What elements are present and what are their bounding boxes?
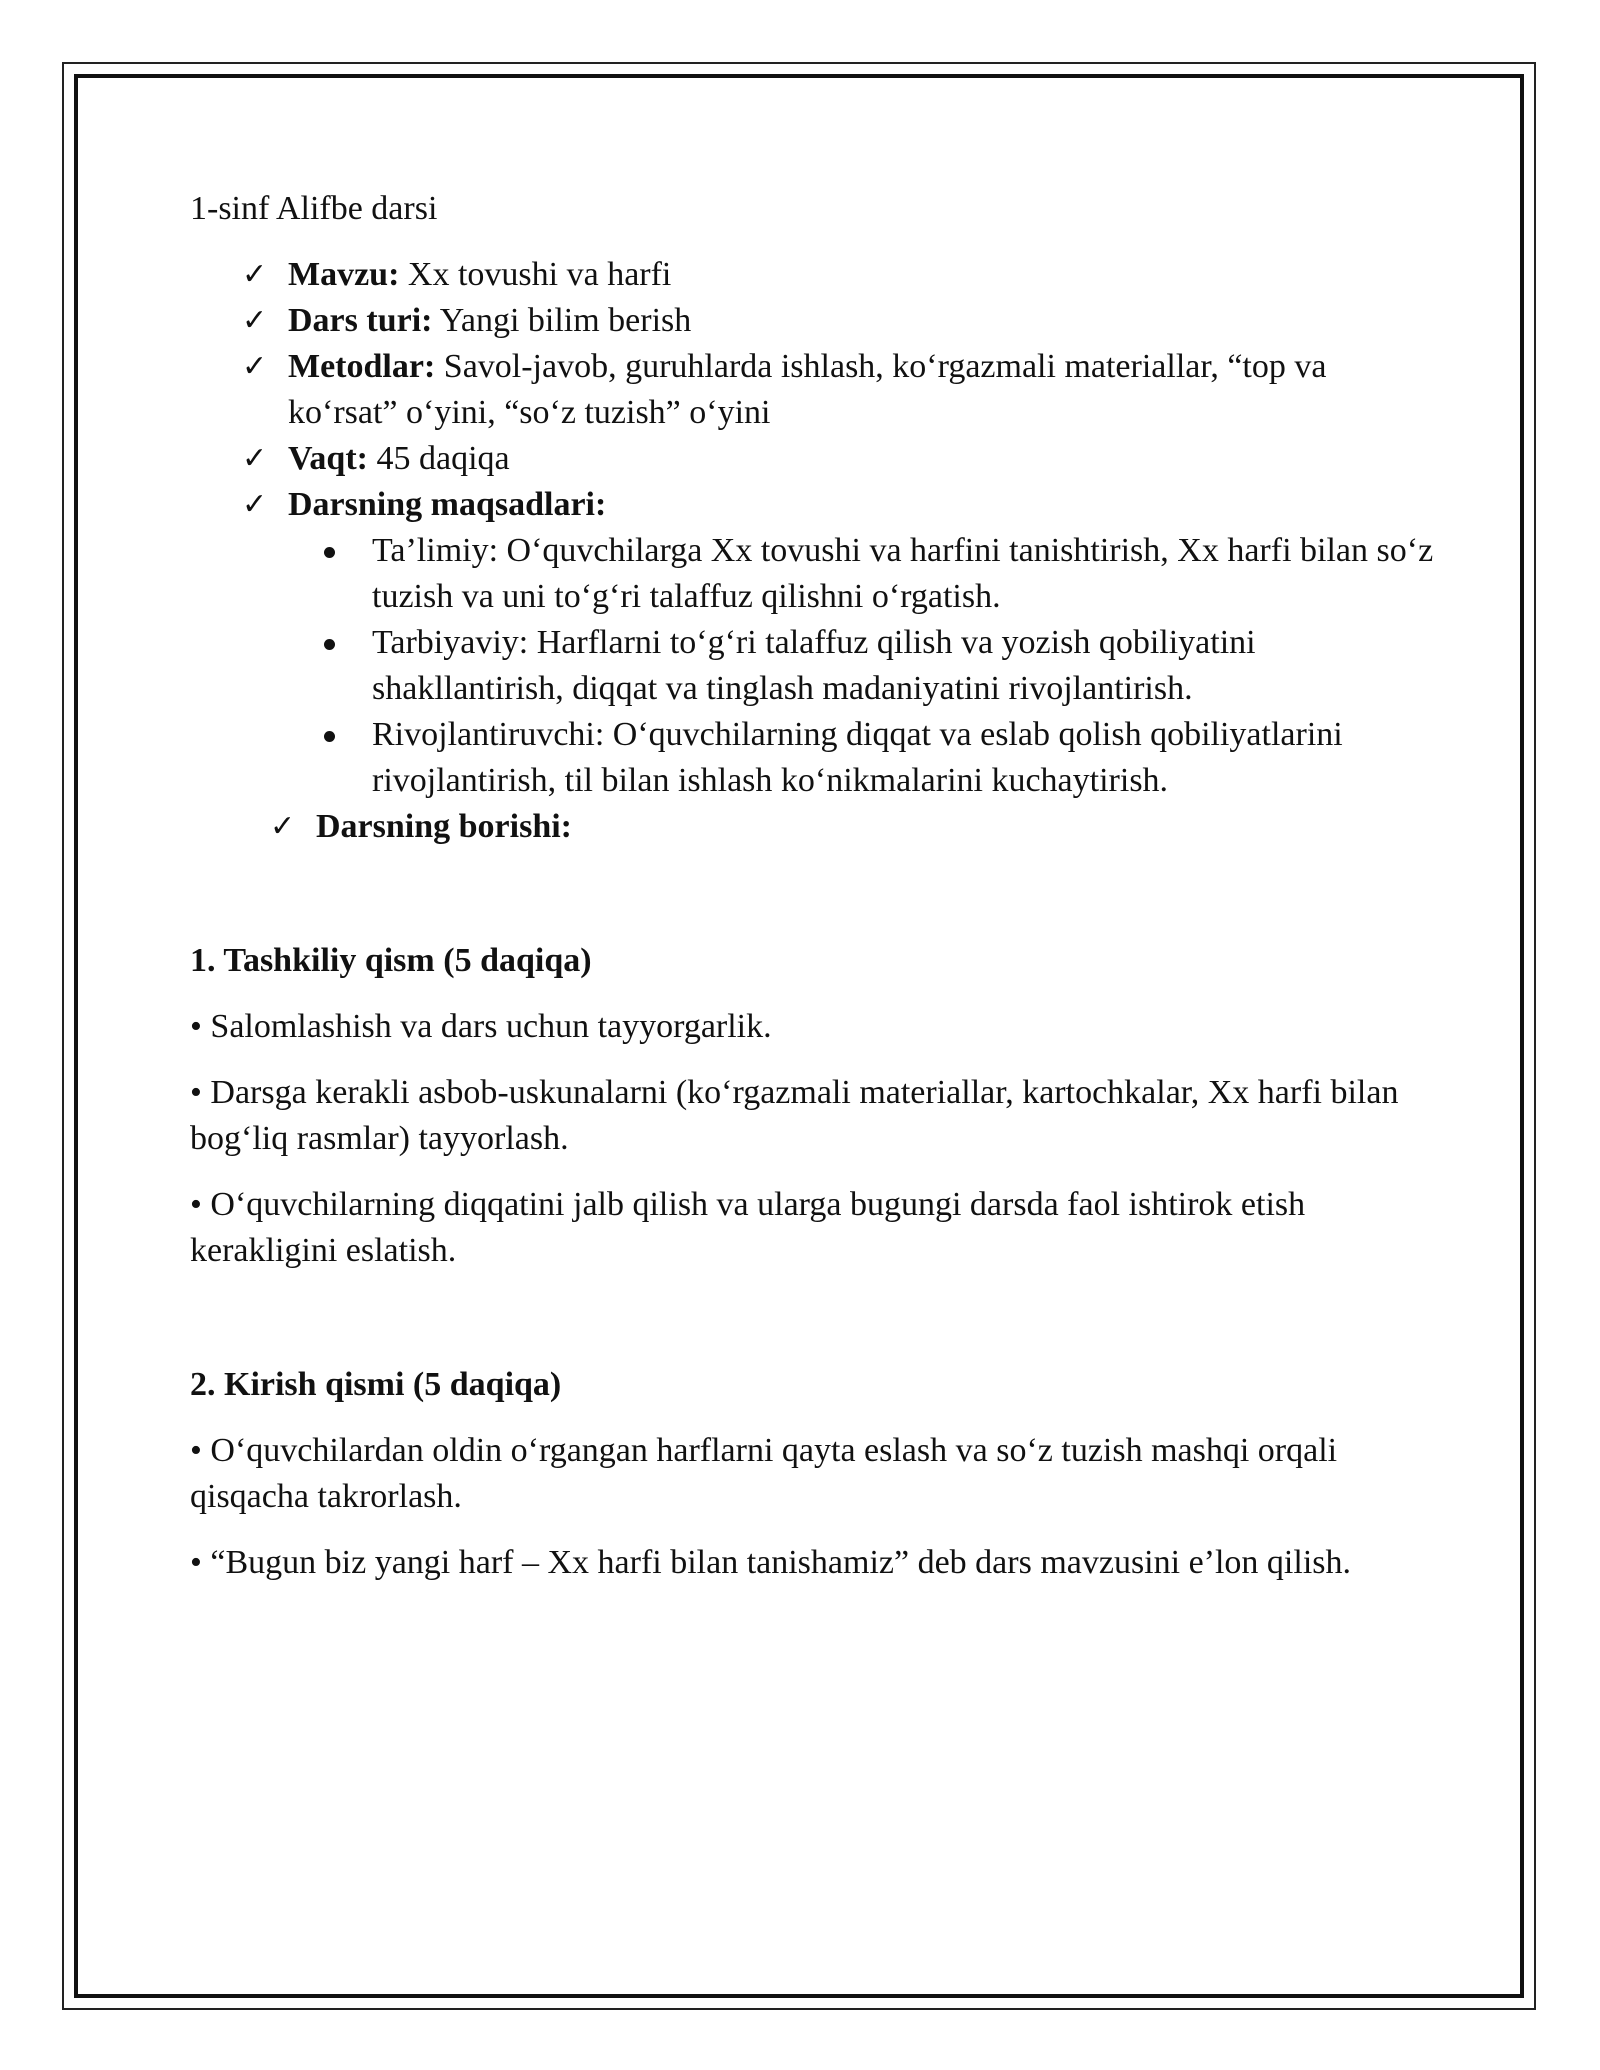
meta-label: Vaqt: — [288, 440, 368, 477]
goals-list — [288, 528, 1440, 804]
borishi-item — [270, 804, 1440, 850]
section-title: 2. Kirish qismi (5 daqiqa) — [190, 1366, 562, 1403]
section-paragraph: • Oʻquvchilardan oldin oʻrgangan harflarni qayta eslash va soʻz tuzish mashqi orqali qisqacha takrorlash. — [190, 1432, 1338, 1515]
meta-label: Mavzu: — [288, 256, 400, 293]
goal-text: Tarbiyaviy: Harflarni toʻgʻri talaffuz qilish va yozish qobiliyatini shakllantirish, diqqat va tinglash madaniyatini rivojlantirish. — [372, 624, 1256, 707]
goals-item — [242, 482, 1440, 804]
goal-talimiy — [372, 528, 1440, 620]
lesson-meta-list — [190, 252, 1440, 482]
document-title: 1-sinf Alifbe darsi — [190, 190, 438, 227]
goal-text: Ta’limiy: Oʻquvchilarga Xx tovushi va harfini tanishtirish, Xx harfi bilan soʻz tuzish va uni toʻgʻri talaffuz qilishni oʻrgatish. — [372, 532, 1434, 615]
meta-value: Yangi bilim berish — [432, 302, 692, 339]
meta-label: Dars turi: — [288, 302, 433, 339]
goals-heading: Darsning maqsadlari: — [288, 486, 607, 523]
goals-block — [190, 482, 1440, 804]
section-paragraph: • Salomlashish va dars uchun tayyorgarlik. — [190, 1008, 772, 1045]
checkmark-icon: ✓ — [242, 487, 268, 522]
goal-rivojlantiruvchi — [372, 712, 1440, 804]
section-title: 1. Tashkiliy qism (5 daqiqa) — [190, 942, 592, 979]
meta-value: 45 daqiqa — [368, 440, 510, 477]
meta-value: Savol-javob, guruhlarda ishlash, koʻrgazmali materiallar, “top va koʻrsat” oʻyini, “soʻz tuzish” oʻyini — [288, 348, 1327, 431]
checkmark-icon: ✓ — [270, 809, 296, 844]
meta-item-mavzu — [242, 252, 1440, 298]
checkmark-icon: ✓ — [242, 303, 268, 338]
section-paragraph: • Oʻquvchilarning diqqatini jalb qilish va ularga bugungi darsda faol ishtirok etish kerakligini eslatish. — [190, 1186, 1306, 1269]
checkmark-icon: ✓ — [242, 349, 268, 384]
meta-item-dars-turi — [242, 298, 1440, 344]
goal-tarbiyaviy — [372, 620, 1440, 712]
section-paragraph: • “Bugun biz yangi harf – Xx harfi bilan tanishamiz” deb dars mavzusini e’lon qilish. — [190, 1544, 1351, 1581]
bullet-icon — [324, 547, 335, 558]
section-kirish — [190, 1362, 1440, 1586]
meta-item-vaqt — [242, 436, 1440, 482]
bullet-icon — [324, 639, 335, 650]
bullet-icon — [324, 731, 335, 742]
document-body — [190, 186, 1440, 1586]
checkmark-icon: ✓ — [242, 441, 268, 476]
meta-item-metodlar — [242, 344, 1440, 436]
borishi-heading: Darsning borishi: — [316, 808, 572, 845]
meta-label: Metodlar: — [288, 348, 436, 385]
meta-value: Xx tovushi va harfi — [399, 256, 672, 293]
goal-text: Rivojlantiruvchi: Oʻquvchilarning diqqat va eslab qolish qobiliyatlarini rivojlantirish, til bilan ishlash koʻnikmalarini kuchaytirish. — [372, 716, 1343, 799]
checkmark-icon: ✓ — [242, 257, 268, 292]
section-tashkiliy — [190, 938, 1440, 1274]
borishi-block — [190, 804, 1440, 850]
section-paragraph: • Darsga kerakli asbob-uskunalarni (koʻrgazmali materiallar, kartochkalar, Xx harfi bilan bogʻliq rasmlar) tayyorlash. — [190, 1074, 1399, 1157]
